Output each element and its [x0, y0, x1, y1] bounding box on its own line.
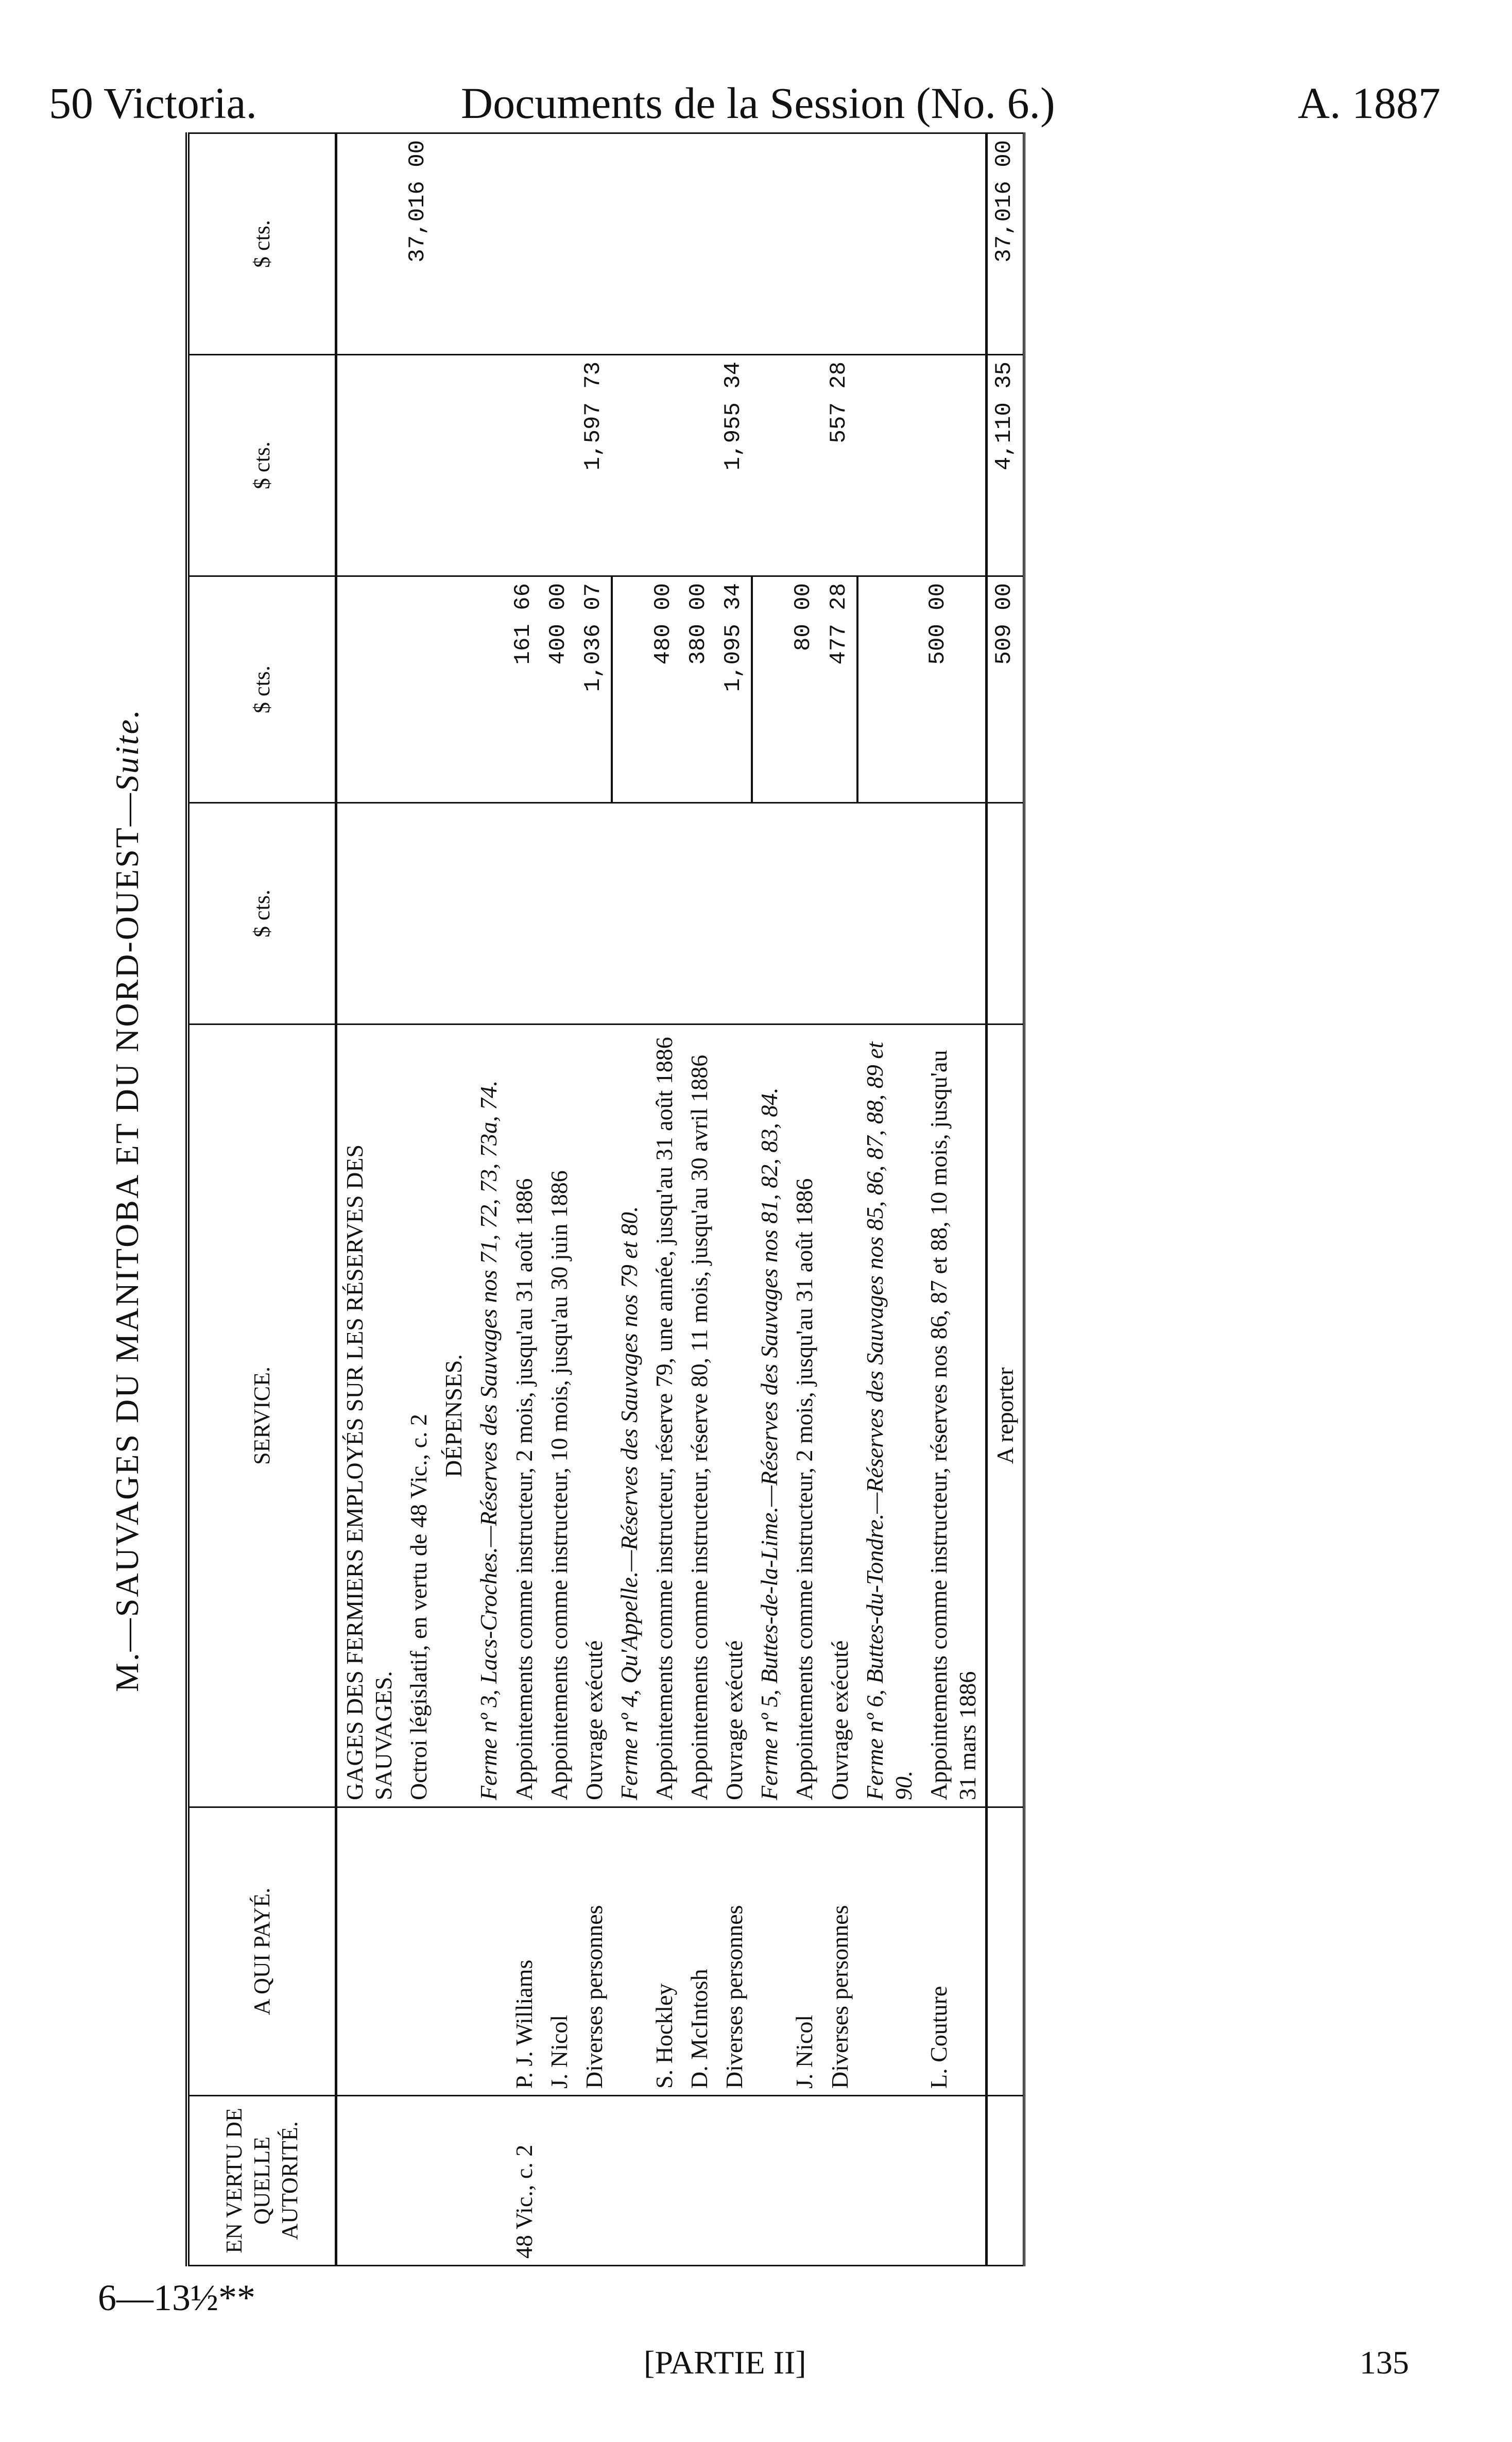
- table-row: [577, 133, 612, 2266]
- farm-heading-row: [752, 133, 787, 2266]
- service-cell: Appointements comme instructeur, réserve 80, 11 mois, jusqu'au 30 avril 1886: [682, 1024, 717, 1807]
- authority-cell: 48 Vic., c. 2: [507, 2096, 542, 2266]
- service-cell: Ouvrage exécuté: [822, 1024, 857, 1807]
- payee-cell: Diverses personnes: [717, 1807, 752, 2096]
- header-right: A. 1887: [1298, 78, 1441, 128]
- amount-cell: 380 00: [682, 576, 717, 803]
- table-row: [507, 133, 542, 2266]
- col-service: SERVICE.: [187, 1024, 336, 1807]
- amount-cell: 161 66: [507, 576, 542, 803]
- table-row: [787, 133, 822, 2266]
- table-title-suffix: Suite.: [109, 708, 145, 792]
- table-row: [542, 133, 577, 2266]
- col-c2: $ cts.: [187, 576, 336, 803]
- table-row: [682, 133, 717, 2266]
- table-title-main: M.—SAUVAGES DU MANITOBA ET DU NORD-OUEST—: [109, 791, 145, 1692]
- service-cell: Appointements comme instructeur, 10 mois, jusqu'au 30 juin 1886: [542, 1024, 577, 1807]
- payee-cell: L. Couture: [921, 1807, 987, 2096]
- header-row: [187, 133, 336, 2266]
- payee-cell: D. McIntosh: [682, 1807, 717, 2096]
- table-row: [822, 133, 857, 2266]
- carry-label: A reporter: [987, 1024, 1024, 1807]
- payee-cell: P. J. Williams: [507, 1807, 542, 2096]
- farm-heading-row: [857, 133, 921, 2266]
- depenses-row: [436, 133, 471, 2266]
- table-row: [921, 133, 987, 2266]
- subtotal-cell: 1,955 34: [717, 355, 752, 576]
- payee-cell: S. Hockley: [647, 1807, 682, 2096]
- header-left: 50 Victoria.: [49, 78, 257, 128]
- subtotal-cell: 1,597 73: [577, 355, 612, 576]
- carry-c2: 509 00: [987, 576, 1024, 803]
- carry-c3: 4,110 35: [987, 355, 1024, 576]
- table-title: [108, 134, 146, 2266]
- service-cell: Appointements comme instructeur, 2 mois, jusqu'au 31 août 1886: [787, 1024, 822, 1807]
- subtotal-cell: 557 28: [822, 355, 857, 576]
- farm-heading: Ferme nº 5, Buttes-de-la-Lime.—Réserves des Sauvages nos 81, 82, 83, 84.: [752, 1024, 787, 1807]
- payee-cell: Diverses personnes: [577, 1807, 612, 2096]
- octroi-amount: 37,016 00: [401, 133, 436, 355]
- side-code: 6—13½**: [98, 2277, 255, 2318]
- payee-cell: J. Nicol: [787, 1807, 822, 2096]
- service-cell: Ouvrage exécuté: [577, 1024, 612, 1807]
- carry-row: [987, 133, 1024, 2266]
- farm-heading-row: [612, 133, 647, 2266]
- amount-cell: 480 00: [647, 576, 682, 803]
- amount-cell: 1,095 34: [717, 576, 752, 803]
- payee-cell: Diverses personnes: [822, 1807, 857, 2096]
- carry-c4: 37,016 00: [987, 133, 1024, 355]
- octroi-row: [401, 133, 436, 2266]
- table-row: [647, 133, 682, 2266]
- col-payee: A QUI PAYÉ.: [187, 1807, 336, 2096]
- farm-heading-row: [471, 133, 506, 2266]
- farm-heading: Ferme nº 3, Lacs-Croches.—Réserves des Sauvages nos 71, 72, 73, 73a, 74.: [471, 1024, 506, 1807]
- service-cell: Appointements comme instructeur, réserves nos 86, 87 et 88, 10 mois, jusqu'au 31 mars 1886: [921, 1024, 987, 1807]
- amount-cell: 80 00: [787, 576, 822, 803]
- table-row: [717, 133, 752, 2266]
- service-cell: Appointements comme instructeur, 2 mois, jusqu'au 31 août 1886: [507, 1024, 542, 1807]
- farm-heading: Ferme nº 6, Buttes-du-Tondre.—Réserves des Sauvages nos 85, 86, 87, 88, 89 et 90.: [857, 1024, 921, 1807]
- col-authority: EN VERTU DE QUELLE AUTORITÉ.: [187, 2096, 336, 2266]
- service-cell: Appointements comme instructeur, réserve 79, une année, jusqu'au 31 août 1886: [647, 1024, 682, 1807]
- payee-cell: J. Nicol: [542, 1807, 577, 2096]
- col-c4: $ cts.: [187, 133, 336, 355]
- amount-cell: 500 00: [921, 576, 987, 803]
- ledger-table: [185, 132, 1025, 2266]
- header-center: Documents de la Session (No. 6.): [461, 78, 1055, 128]
- amount-cell: 477 28: [822, 576, 857, 803]
- octroi-service: Octroi législatif, en vertu de 48 Vic., c. 2: [401, 1024, 436, 1807]
- amount-cell: 400 00: [542, 576, 577, 803]
- col-c1: $ cts.: [187, 803, 336, 1024]
- depenses-heading: DÉPENSES.: [436, 1024, 471, 1807]
- footer-page: 135: [1360, 2344, 1409, 2381]
- farm-heading: Ferme nº 4, Qu'Appelle.—Réserves des Sauvages nos 79 et 80.: [612, 1024, 647, 1807]
- col-c3: $ cts.: [187, 355, 336, 576]
- footer-part: [PARTIE II]: [644, 2344, 806, 2381]
- section-heading: GAGES DES FERMIERS EMPLOYÉS SUR LES RÉSERVES DES SAUVAGES.: [336, 1024, 402, 1807]
- service-cell: Ouvrage exécuté: [717, 1024, 752, 1807]
- rotated-table: [108, 134, 1509, 2266]
- heading-row: [336, 133, 402, 2266]
- amount-cell: 1,036 07: [577, 576, 612, 803]
